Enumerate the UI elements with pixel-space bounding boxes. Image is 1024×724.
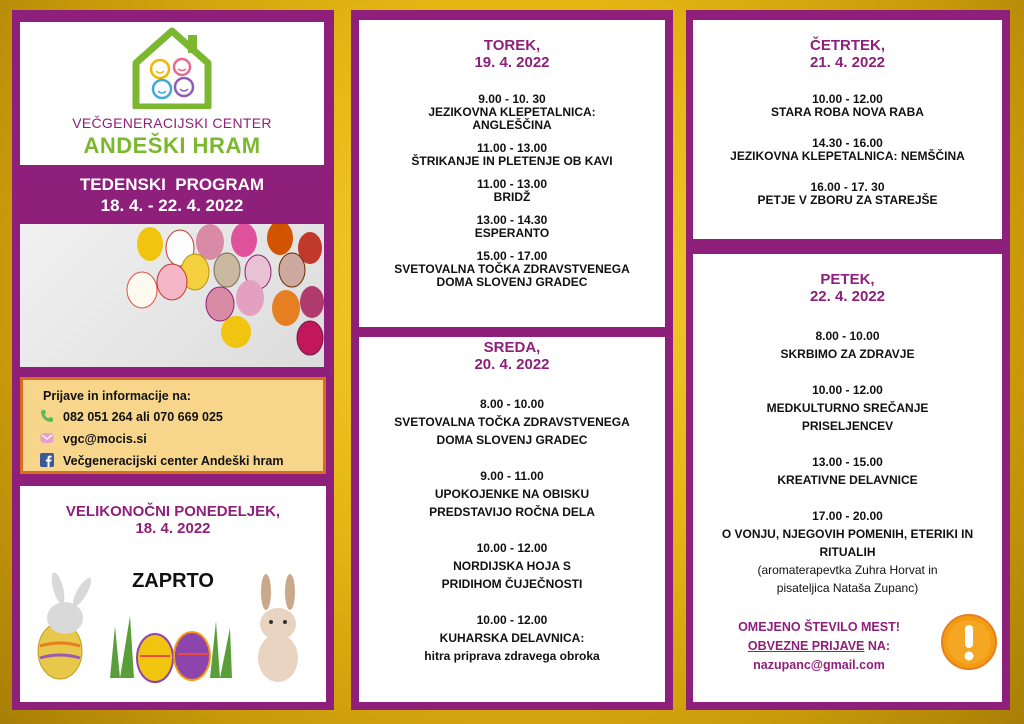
event-time: 10.00 - 12.00 [476, 613, 548, 627]
event-name: PETJE V ZBORU ZA STAREJŠE [757, 193, 938, 207]
notice-limited: OMEJENO ŠTEVILO MEST! [738, 620, 900, 634]
logo-panel [20, 22, 324, 165]
tuesday-date: 19. 4. 2022 [474, 54, 550, 71]
contact-facebook-row [39, 450, 323, 472]
event-time: 17.00 - 20.00 [812, 509, 883, 523]
logo-house-icon [132, 27, 212, 109]
event-time: 13.00 - 14.30 [476, 213, 548, 227]
easter-eggs-photo [20, 224, 324, 367]
contacts-heading: Prijave in informacije na: [43, 389, 191, 403]
event-time: 15.00 - 17.00 [476, 249, 548, 263]
contact-phone-row [39, 406, 323, 428]
event-time: 8.00 - 10.00 [479, 397, 545, 411]
program-dates: 18. 4. - 22. 4. 2022 [100, 196, 244, 215]
eggs-illustration [20, 224, 324, 367]
friday-panel [693, 254, 1002, 702]
wednesday-panel [359, 337, 665, 702]
event-time: 10.00 - 12.00 [812, 92, 883, 106]
event-time: 14.30 - 16.00 [812, 136, 883, 150]
event-time: 10.00 - 12.00 [812, 383, 883, 397]
monday-title: VELIKONOČNI PONEDELJEK, [65, 503, 281, 520]
thursday-event [693, 181, 1002, 207]
thursday-panel [693, 20, 1002, 239]
event-detail: (aromaterapevtka Zuhra Horvat in pisateljica Nataša Zupanc) [757, 563, 938, 595]
event-name: KREATIVNE DELAVNICE [777, 473, 918, 487]
friday-event [693, 381, 1002, 435]
event-name: ŠTRIKANJE IN PLETENJE OB KAVI [411, 154, 613, 168]
event-time: 9.00 - 10. 30 [478, 92, 546, 106]
event-time: 8.00 - 10.00 [815, 329, 880, 343]
monday-status: ZAPRTO [132, 570, 214, 592]
registration-suffix: NA: [864, 639, 891, 653]
wednesday-event [359, 395, 665, 449]
phone-icon [39, 409, 55, 426]
wednesday-date: 20. 4. 2022 [474, 356, 550, 373]
friday-event [693, 453, 1002, 489]
contact-phone[interactable]: 082 051 264 ali 070 669 025 [63, 410, 223, 424]
event-name: SVETOVALNA TOČKA ZDRAVSTVENEGA DOMA SLOVENJ GRADEC [394, 262, 630, 289]
event-name: BRIDŽ [493, 190, 531, 204]
thursday-date: 21. 4. 2022 [809, 54, 886, 71]
contact-email-row [39, 428, 323, 450]
wednesday-title: SREDA, [483, 339, 541, 356]
wednesday-event [359, 467, 665, 521]
tuesday-event [359, 93, 665, 132]
tuesday-panel [359, 20, 665, 327]
logo-line2: ANDEŠKI HRAM [83, 133, 261, 158]
tuesday-event [359, 250, 665, 289]
contacts-box [20, 377, 326, 474]
friday-date: 22. 4. 2022 [809, 288, 886, 305]
wednesday-event [359, 539, 665, 593]
contact-facebook[interactable]: Večgeneracijski center Andeški hram [63, 454, 284, 468]
event-name: O VONJU, NJEGOVIH POMENIH, ETERIKI IN RITUALIH [721, 527, 974, 559]
event-time: 10.00 - 12.00 [476, 541, 548, 555]
notice-email[interactable]: nazupanc@gmail.com [753, 658, 885, 672]
event-name: SKRBIMO ZA ZDRAVJE [780, 347, 915, 361]
facebook-icon [39, 453, 55, 470]
thursday-event [693, 93, 1002, 119]
friday-event [693, 327, 1002, 363]
logo-line1: VEČGENERACIJSKI CENTER [72, 115, 272, 131]
tuesday-title: TOREK, [483, 37, 541, 54]
event-name: KUHARSKA DELAVNICA: [439, 631, 585, 645]
friday-title: PETEK, [820, 271, 875, 288]
event-time: 16.00 - 17. 30 [810, 180, 885, 194]
bunny-illustration [20, 566, 326, 686]
friday-event [693, 507, 1002, 597]
contact-email[interactable]: vgc@mocis.si [63, 432, 147, 446]
notice-registration [693, 637, 945, 656]
registration-link[interactable]: OBVEZNE PRIJAVE [747, 639, 865, 653]
event-name: MEDKULTURNO SREČANJE PRISELJENCEV [766, 401, 929, 433]
mail-icon [39, 431, 55, 448]
monday-date: 18. 4. 2022 [135, 520, 211, 537]
event-name: STARA ROBA NOVA RABA [771, 105, 924, 119]
event-name: UPOKOJENKE NA OBISKU PREDSTAVIJO ROČNA DELA [429, 487, 595, 519]
event-name: ESPERANTO [474, 226, 550, 240]
monday-panel [20, 486, 326, 702]
event-name: JEZIKOVNA KLEPETALNICA: ANGLEŠČINA [428, 105, 596, 132]
event-time: 13.00 - 15.00 [812, 455, 883, 469]
event-time: 11.00 - 13.00 [476, 177, 548, 191]
event-name: NORDIJSKA HOJA S PRIDIHOM ČUJEČNOSTI [441, 559, 583, 591]
warning-icon [941, 614, 997, 670]
event-detail: hitra priprava zdravega obroka [424, 649, 600, 663]
event-name: SVETOVALNA TOČKA ZDRAVSTVENEGA DOMA SLOVENJ GRADEC [394, 415, 630, 447]
notice-block [693, 618, 945, 675]
tuesday-event [359, 214, 665, 240]
thursday-title: ČETRTEK, [810, 37, 885, 54]
tuesday-event [359, 142, 665, 168]
thursday-event [693, 137, 1002, 163]
event-time: 9.00 - 11.00 [480, 469, 544, 483]
tuesday-event [359, 178, 665, 204]
program-title: TEDENSKI PROGRAM [79, 175, 265, 194]
wednesday-event [359, 611, 665, 665]
event-time: 11.00 - 13.00 [476, 141, 548, 155]
event-name: JEZIKOVNA KLEPETALNICA: NEMŠČINA [730, 149, 965, 163]
